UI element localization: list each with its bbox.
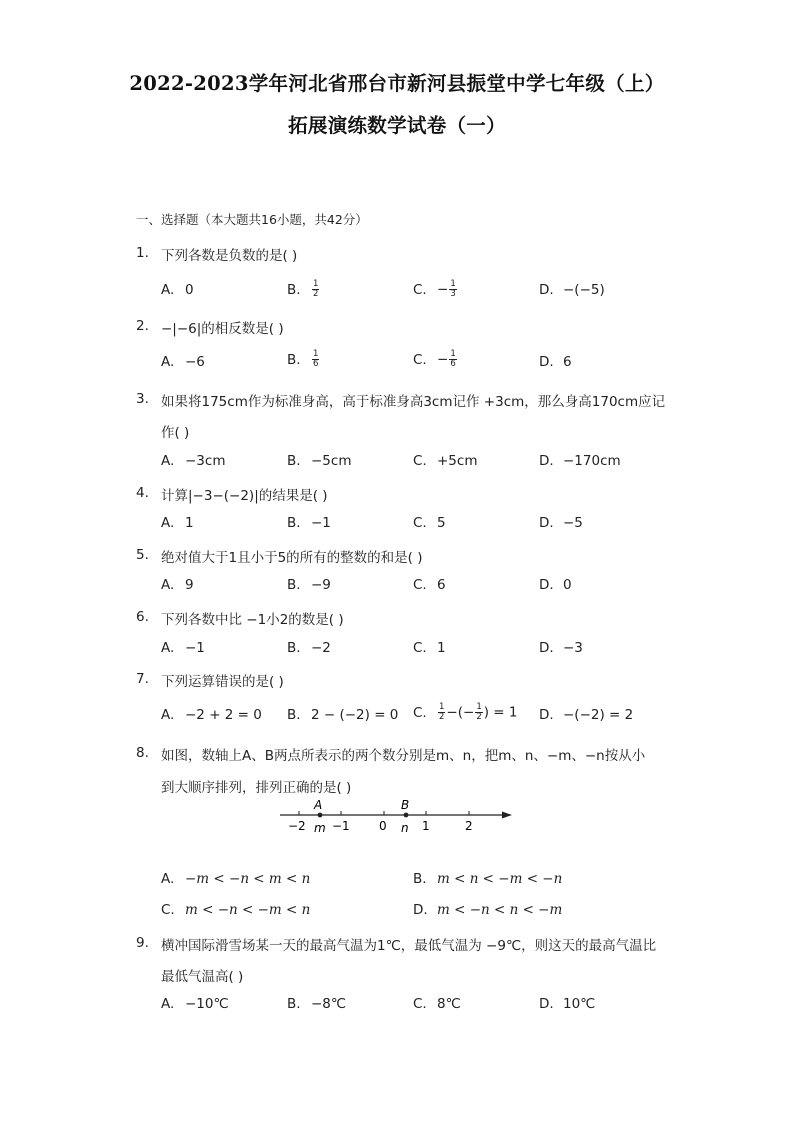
option-label: C. [413, 351, 427, 368]
question-number: 9. [136, 935, 149, 951]
fraction [449, 350, 456, 369]
option-d [539, 996, 595, 1012]
option-c [413, 577, 446, 593]
option-value: 10℃ [563, 996, 596, 1012]
question-number: 2. [136, 318, 149, 334]
option-value: −3 [563, 640, 583, 656]
page-subtitle: 拓展演练数学试卷（一） [288, 114, 506, 137]
option-label: D. [539, 515, 554, 531]
option-value: 0 [563, 577, 572, 593]
option-label: B. [287, 996, 301, 1012]
option-value: −5 [563, 515, 583, 531]
option-d [539, 354, 572, 370]
option-value: 5 [437, 515, 446, 531]
option-label: B. [287, 515, 301, 531]
option-c [413, 350, 458, 369]
option-c [413, 703, 517, 722]
number-line-figure [278, 795, 518, 845]
option-label: D. [413, 902, 428, 918]
fraction [475, 703, 482, 722]
option-b [287, 996, 346, 1012]
option-d [539, 282, 605, 298]
minus-sign: − [437, 351, 449, 368]
question-text: 绝对值大于1且小于5的所有的整数的和是( ) [161, 550, 423, 566]
option-label: D. [539, 354, 554, 370]
option-label: B. [287, 281, 301, 298]
option-value: 8℃ [437, 996, 461, 1012]
point-m-label: m [314, 821, 326, 835]
option-value: m < −n < −m < n [185, 902, 311, 918]
option-a [161, 515, 194, 531]
question-text-continued: 作( ) [161, 425, 190, 441]
point-b-dot [404, 813, 409, 818]
option-label: B. [287, 351, 301, 368]
question-text: 下列各数是负数的是( ) [161, 248, 298, 264]
option-c [413, 453, 477, 469]
option-a [161, 871, 310, 887]
option-value: −(−2) = 2 [563, 707, 634, 723]
option-label: A. [161, 515, 175, 531]
fraction-numerator: 1 [313, 349, 319, 359]
tick-label: 0 [379, 819, 387, 833]
option-d [413, 902, 562, 918]
option-a [161, 354, 205, 370]
option-b [413, 871, 562, 887]
option-label: A. [161, 871, 175, 887]
fraction-numerator: 1 [313, 279, 319, 289]
fraction-denominator: 2 [439, 712, 445, 722]
option-value: 1 [437, 640, 446, 656]
option-c [413, 996, 461, 1012]
option-value: −1 [311, 515, 331, 531]
option-label: B. [413, 871, 427, 887]
point-a-label: A [314, 798, 323, 812]
expression-part: ) = 1 [483, 704, 518, 721]
option-label: A. [161, 640, 175, 656]
option-value: −(−5) [563, 282, 605, 298]
option-label: A. [161, 577, 175, 593]
option-label: C. [413, 996, 427, 1012]
option-c [413, 280, 458, 299]
option-a [161, 577, 194, 593]
option-value: −2 + 2 = 0 [185, 707, 262, 723]
option-b [287, 577, 331, 593]
option-label: A. [161, 453, 175, 469]
option-b [287, 640, 331, 656]
fraction [312, 350, 319, 369]
option-b [287, 350, 320, 369]
option-label: C. [413, 515, 427, 531]
option-label: C. [413, 281, 427, 298]
question-number: 6. [136, 609, 149, 625]
point-a-dot [318, 813, 323, 818]
tick-label: 1 [422, 819, 430, 833]
question-number: 8. [136, 745, 149, 761]
option-label: C. [413, 577, 427, 593]
option-value: −170cm [563, 453, 621, 469]
question-text-continued: 到大顺序排列，排列正确的是( ) [161, 780, 352, 796]
option-value: −m < −n < m < n [185, 871, 311, 887]
option-label: B. [287, 453, 301, 469]
option-label: B. [287, 640, 301, 656]
option-b [287, 280, 320, 299]
option-value: −8℃ [311, 996, 347, 1012]
option-value: 9 [185, 577, 194, 593]
option-value: 6 [437, 577, 446, 593]
option-value: −9 [311, 577, 331, 593]
fraction-denominator: 3 [450, 289, 456, 299]
question-text: 下列运算错误的是( ) [161, 674, 284, 690]
option-d [539, 515, 583, 531]
option-value: −10℃ [185, 996, 229, 1012]
option-a [161, 282, 194, 298]
point-n-label: n [401, 821, 409, 835]
fraction-numerator: 1 [450, 279, 456, 289]
tick-label: −2 [288, 819, 306, 833]
option-value: −3cm [185, 453, 226, 469]
question-text: 横冲国际滑雪场某一天的最高气温为1℃，最低气温为 −9℃，则这天的最高气温比 [161, 938, 657, 954]
option-label: D. [539, 577, 554, 593]
fraction [312, 280, 319, 299]
option-label: A. [161, 996, 175, 1012]
question-text: 计算|−3−(−2)|的结果是( ) [161, 488, 328, 504]
expression-part: −(− [446, 704, 475, 721]
option-value: −1 [185, 640, 205, 656]
option-value: 2 − (−2) = 0 [311, 707, 399, 723]
option-b [287, 453, 351, 469]
question-number: 3. [136, 391, 149, 407]
option-d [539, 577, 572, 593]
question-number: 7. [136, 671, 149, 687]
option-label: C. [413, 640, 427, 656]
option-value: m < −n < n < −m [437, 902, 563, 918]
fraction-denominator: 2 [476, 712, 482, 722]
option-a [161, 707, 262, 723]
option-label: D. [539, 707, 554, 723]
question-number: 4. [136, 485, 149, 501]
question-text: −|−6|的相反数是( ) [161, 321, 284, 337]
tick-label: −1 [332, 819, 350, 833]
question-text: 如果将175cm作为标准身高，高于标准身高3cm记作 +3cm，那么身高170cm应记 [161, 394, 666, 410]
question-number: 5. [136, 547, 149, 563]
fraction-denominator: 6 [450, 359, 456, 369]
option-label: A. [161, 354, 175, 370]
option-value: 6 [563, 354, 572, 370]
question-text-continued: 最低气温高( ) [161, 969, 244, 985]
fraction-denominator: 6 [313, 359, 319, 369]
option-value: 1 [185, 515, 194, 531]
option-value: m < n < −m < −n [437, 871, 563, 887]
option-label: D. [539, 282, 554, 298]
minus-sign: − [437, 281, 449, 298]
option-b [287, 707, 398, 723]
question-number: 1. [136, 245, 149, 261]
option-label: C. [161, 902, 175, 918]
option-d [539, 453, 621, 469]
page-title: 2022-2023学年河北省邢台市新河县振堂中学七年级（上） [129, 72, 665, 95]
option-label: A. [161, 282, 175, 298]
option-d [539, 707, 633, 723]
arrow-head-icon [502, 812, 512, 819]
option-c [413, 640, 446, 656]
question-text: 如图，数轴上A、B两点所表示的两个数分别是m、n，把m、n、−m、−n按从小 [161, 748, 646, 764]
option-value: −5cm [311, 453, 352, 469]
option-b [287, 515, 331, 531]
point-b-label: B [401, 798, 410, 812]
fraction-numerator: 1 [476, 702, 482, 712]
question-text: 下列各数中比 −1小2的数是( ) [161, 612, 344, 628]
fraction [449, 280, 456, 299]
fraction-denominator: 2 [313, 289, 319, 299]
option-a [161, 453, 225, 469]
option-label: A. [161, 707, 175, 723]
fraction-numerator: 1 [439, 702, 445, 712]
option-c [161, 902, 310, 918]
option-label: D. [539, 640, 554, 656]
option-value: 0 [185, 282, 194, 298]
option-value: −2 [311, 640, 331, 656]
option-label: D. [539, 996, 554, 1012]
option-value: −6 [185, 354, 205, 370]
section-heading: 一、选择题（本大题共16小题，共42分） [136, 212, 368, 227]
option-label: D. [539, 453, 554, 469]
option-a [161, 996, 229, 1012]
option-value: +5cm [437, 453, 478, 469]
option-label: C. [413, 453, 427, 469]
fraction-numerator: 1 [450, 349, 456, 359]
option-c [413, 515, 446, 531]
tick-label: 2 [465, 819, 473, 833]
option-a [161, 640, 205, 656]
option-label: C. [413, 704, 427, 721]
option-d [539, 640, 583, 656]
fraction [438, 703, 445, 722]
option-label: B. [287, 577, 301, 593]
option-label: B. [287, 707, 301, 723]
